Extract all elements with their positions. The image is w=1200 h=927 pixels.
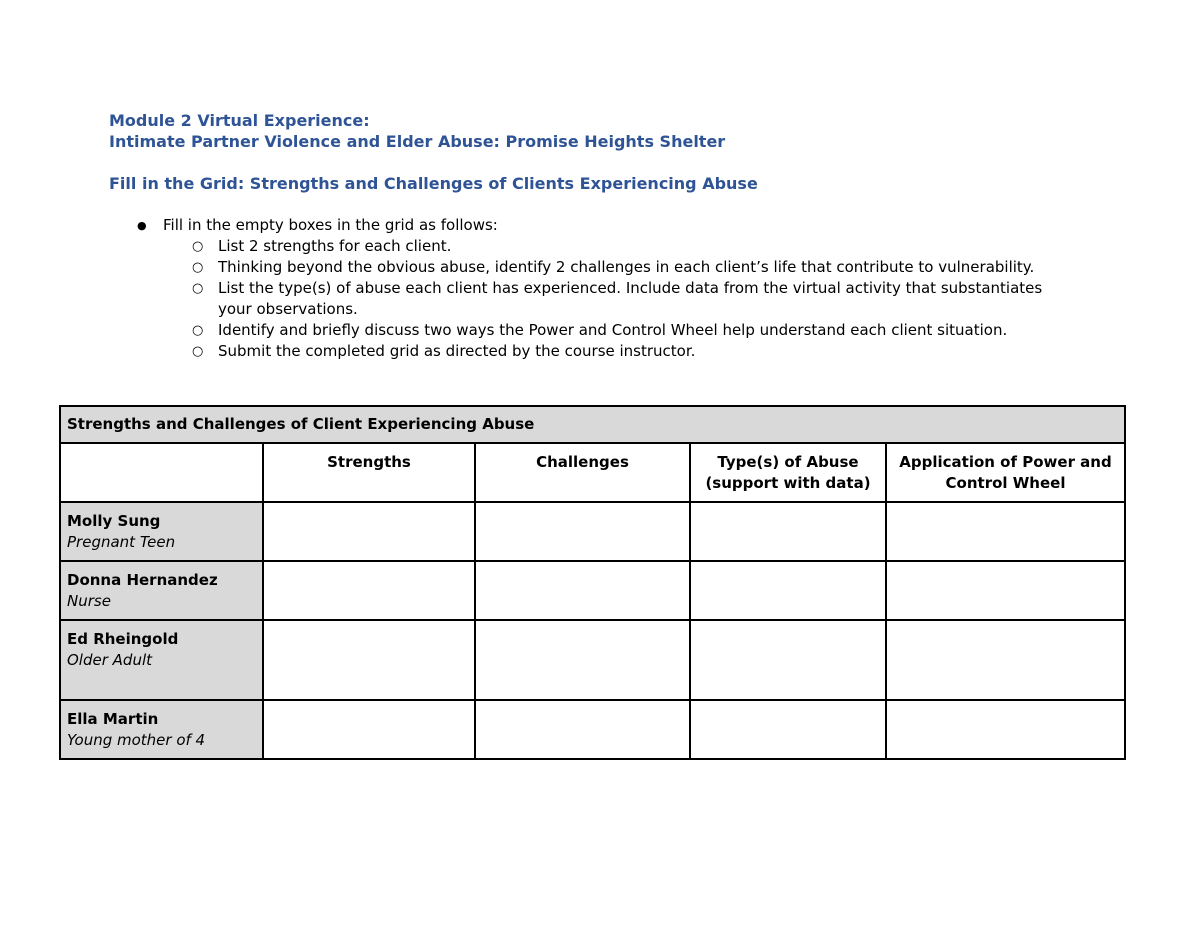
power-control-cell[interactable] <box>886 502 1125 561</box>
instruction-item <box>0 320 1078 341</box>
circle-bullet-icon: ○ <box>192 260 204 275</box>
circle-bullet-icon: ○ <box>192 323 204 338</box>
circle-bullet-icon: ○ <box>192 344 204 359</box>
table-row <box>60 700 1125 759</box>
client-cell <box>60 502 263 561</box>
client-cell <box>60 620 263 700</box>
column-header-strengths: Strengths <box>263 443 475 502</box>
client-name: Donna Hernandez <box>67 571 218 589</box>
challenges-cell[interactable] <box>475 561 690 620</box>
instruction-item <box>0 257 1078 278</box>
strengths-cell[interactable] <box>263 700 475 759</box>
instruction-item-text: Submit the completed grid as directed by the course instructor. <box>218 342 696 360</box>
client-role: Young mother of 4 <box>67 731 206 749</box>
instruction-item <box>0 236 1078 257</box>
client-role: Pregnant Teen <box>67 533 176 551</box>
challenges-cell[interactable] <box>475 502 690 561</box>
column-header-challenges: Challenges <box>475 443 690 502</box>
column-header-power-control: Application of Power and Control Wheel <box>886 443 1125 502</box>
client-name: Ella Martin <box>67 710 159 728</box>
abuse-types-cell[interactable] <box>690 561 886 620</box>
instruction-intro-text: Fill in the empty boxes in the grid as follows: <box>163 216 498 234</box>
power-control-cell[interactable] <box>886 700 1125 759</box>
client-role: Nurse <box>67 592 111 610</box>
column-header-abuse-types: Type(s) of Abuse (support with data) <box>690 443 886 502</box>
grid-title: Strengths and Challenges of Client Experiencing Abuse <box>60 406 1125 443</box>
power-control-cell[interactable] <box>886 620 1125 700</box>
instruction-item-text: Identify and briefly discuss two ways the Power and Control Wheel help understand each client situation. <box>218 321 1008 339</box>
grid-heading: Fill in the Grid: Strengths and Challenges of Clients Experiencing Abuse <box>109 174 758 193</box>
abuse-types-cell[interactable] <box>690 700 886 759</box>
circle-bullet-icon: ○ <box>192 281 204 296</box>
instruction-item-text: List the type(s) of abuse each client has experienced. Include data from the virtual activity that substantiates your observations. <box>218 279 1043 318</box>
instruction-item-text: Thinking beyond the obvious abuse, identify 2 challenges in each client’s life that contribute to vulnerability. <box>218 258 1035 276</box>
strengths-cell[interactable] <box>263 620 475 700</box>
circle-bullet-icon: ○ <box>192 239 204 254</box>
grid-header-row <box>60 443 1125 502</box>
grid-title-row <box>60 406 1125 443</box>
activity-title: Intimate Partner Violence and Elder Abuse: Promise Heights Shelter <box>109 132 726 151</box>
client-name: Ed Rheingold <box>67 630 179 648</box>
abuse-types-cell[interactable] <box>690 502 886 561</box>
client-cell <box>60 561 263 620</box>
column-header-client <box>60 443 263 502</box>
instruction-item-text: List 2 strengths for each client. <box>218 237 452 255</box>
instructions-list <box>0 215 1200 362</box>
client-name: Molly Sung <box>67 512 161 530</box>
client-grid-table <box>59 405 1126 760</box>
client-role: Older Adult <box>67 651 152 669</box>
client-cell <box>60 700 263 759</box>
table-row <box>60 561 1125 620</box>
table-row <box>60 620 1125 700</box>
table-row <box>60 502 1125 561</box>
strengths-cell[interactable] <box>263 502 475 561</box>
module-title: Module 2 Virtual Experience: <box>109 111 370 130</box>
strengths-cell[interactable] <box>263 561 475 620</box>
challenges-cell[interactable] <box>475 620 690 700</box>
instruction-item <box>0 278 1078 320</box>
instruction-item <box>0 341 1078 362</box>
power-control-cell[interactable] <box>886 561 1125 620</box>
challenges-cell[interactable] <box>475 700 690 759</box>
bullet-icon: ● <box>137 219 147 232</box>
abuse-types-cell[interactable] <box>690 620 886 700</box>
instruction-intro <box>0 215 1200 236</box>
